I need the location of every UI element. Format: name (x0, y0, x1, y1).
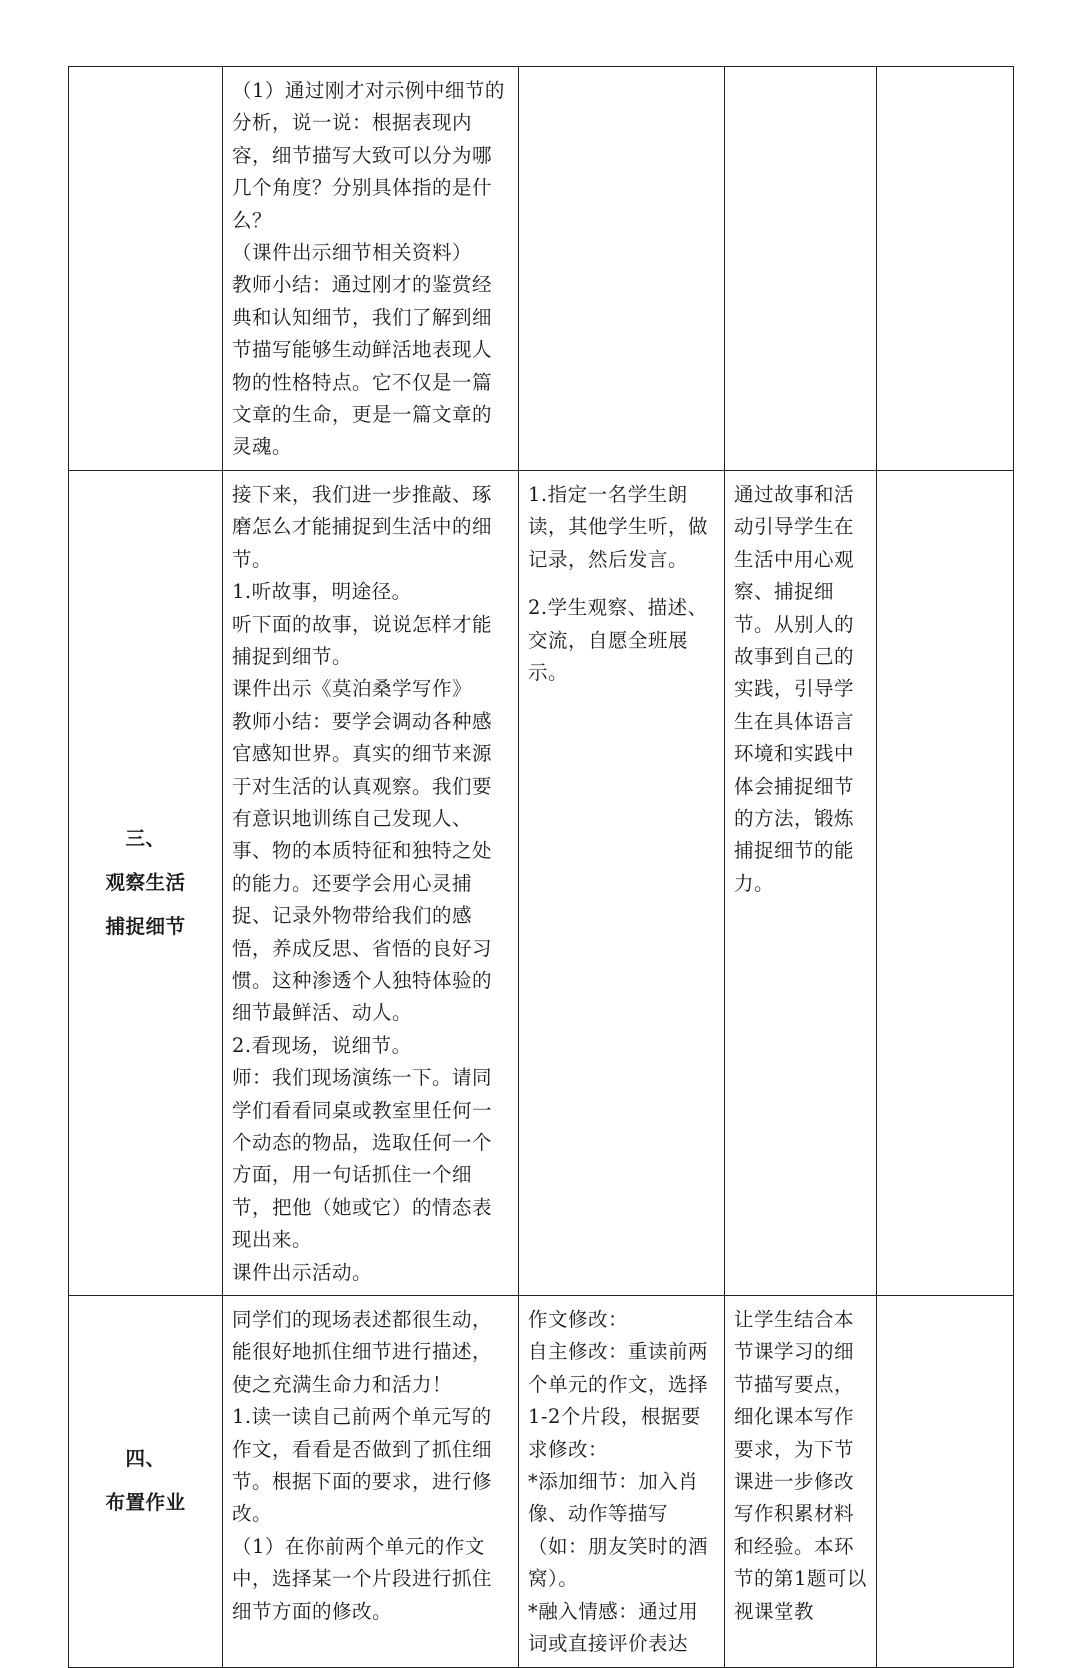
notes-cell (877, 67, 1014, 471)
stage-cell (69, 1296, 223, 1667)
cell-paragraph: 2.看现场，说细节。 (232, 1033, 412, 1057)
design-intent-cell (725, 1296, 877, 1667)
table-row (69, 470, 1014, 1295)
stage-number: 四、 (125, 1447, 166, 1471)
cell-paragraph: *融入情感：通过用词或直接评价表达 (528, 1599, 699, 1656)
cell-paragraph: 通过故事和活动引导学生在生活中用心观察、捕捉细节。从别人的故事到自己的实践，引导学生在具体语言环境和实践中体会捕捉细节的方法，锻炼捕捉细节的能力。 (734, 482, 855, 895)
teacher-activity-cell (223, 1296, 519, 1667)
cell-paragraph: （1）通过刚才对示例中细节的分析，说一说：根据表现内容，细节描写大致可以分为哪几个角度？分别具体指的是什么？ (232, 79, 505, 232)
cell-paragraph: 接下来，我们进一步推敲、琢磨怎么才能捕捉到生活中的细节。 (232, 482, 493, 571)
cell-paragraph: 作文修改： (528, 1308, 629, 1332)
cell-paragraph: *添加细节：加入肖像、动作等描写（如：朋友笑时的酒窝）。 (528, 1470, 709, 1591)
cell-paragraph: 1.读一读自己前两个单元写的作文，看看是否做到了抓住细节。根据下面的要求，进行修改。 (232, 1405, 493, 1526)
notes-cell (877, 1296, 1014, 1667)
table-row (69, 67, 1014, 471)
cell-paragraph: 课件出示活动。 (232, 1260, 373, 1284)
stage-title: 布置作业 (105, 1491, 186, 1515)
stage-title: 捕捉细节 (105, 914, 186, 938)
stage-cell (69, 470, 223, 1295)
stage-cell (69, 67, 223, 471)
student-activity-cell (519, 67, 725, 471)
cell-paragraph: 1.指定一名学生朗读，其他学生听，做记录，然后发言。 (528, 482, 709, 571)
student-activity-cell (519, 470, 725, 1295)
teacher-activity-cell (223, 470, 519, 1295)
cell-paragraph: （1）在你前两个单元的作文中，选择某一个片段进行抓住细节方面的修改。 (232, 1534, 493, 1623)
cell-paragraph: 师：我们现场演练一下。请同学们看看同桌或教室里任何一个动态的物品，选取任何一个方面，用一句话抓住一个细节，把他（她或它）的情态表现出来。 (232, 1066, 493, 1252)
student-activity-cell (519, 1296, 725, 1667)
cell-paragraph: 教师小结：要学会调动各种感官感知世界。真实的细节来源于对生活的认真观察。我们要有意识地训练自己发现人、事、物的本质特征和独特之处的能力。还要学会用心灵捕捉、记录外物带给我们的感悟，养成反思、省悟的良好习惯。这种渗透个人独特体验的细节最鲜活、动人。 (232, 709, 493, 1025)
cell-paragraph: 听下面的故事，说说怎样才能捕捉到细节。 (232, 612, 493, 668)
teacher-activity-cell (223, 67, 519, 471)
cell-paragraph: 课件出示《莫泊桑学写作》 (232, 677, 473, 701)
cell-paragraph: 2.学生观察、描述、交流，自愿全班展示。 (528, 596, 708, 684)
cell-paragraph: 1.听故事，明途径。 (232, 580, 412, 604)
cell-paragraph: 让学生结合本节课学习的细节描写要点，细化课本写作要求，为下节课进一步修改写作积累材料和经验。本环节的第1题可以视课堂教 (734, 1308, 867, 1623)
design-intent-cell (725, 67, 877, 471)
stage-number: 三、 (125, 826, 166, 850)
cell-paragraph: （课件出示细节相关资料） (232, 241, 473, 265)
stage-title: 观察生活 (105, 870, 186, 894)
notes-cell (877, 470, 1014, 1295)
cell-paragraph: 教师小结：通过刚才的鉴赏经典和认知细节，我们了解到细节描写能够生动鲜活地表现人物的性格特点。它不仅是一篇文章的生命，更是一篇文章的灵魂。 (232, 273, 493, 459)
table-row (69, 1296, 1014, 1667)
cell-paragraph: 同学们的现场表述都很生动，能很好地抓住细节进行描述，使之充满生命力和活力！ (232, 1308, 493, 1396)
lesson-plan-table (68, 66, 1014, 1668)
design-intent-cell (725, 470, 877, 1295)
cell-paragraph: 自主修改：重读前两个单元的作文，选择1-2个片段，根据要求修改： (528, 1340, 709, 1461)
